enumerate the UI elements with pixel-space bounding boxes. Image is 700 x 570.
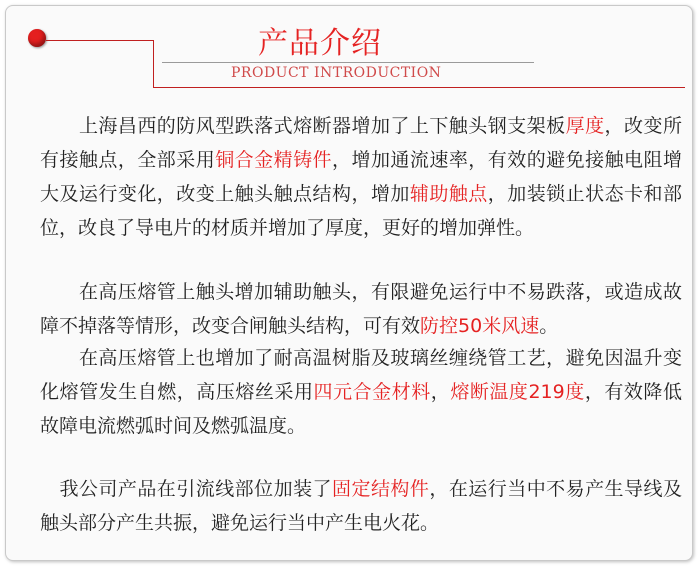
highlight-text: 固定结构件 xyxy=(332,478,430,500)
header-decor-line xyxy=(153,40,154,87)
page-title: 产品介绍 xyxy=(258,26,382,61)
paragraph-indent xyxy=(40,115,79,137)
header-divider xyxy=(162,62,534,63)
body-text: ， xyxy=(430,381,451,403)
header-decor-line xyxy=(153,87,685,88)
body-text: 我公司产品在引流线部位加装了 xyxy=(59,478,333,500)
highlight-text: 熔断温度219度 xyxy=(450,381,585,403)
highlight-text: 铜合金精铸件 xyxy=(215,149,333,171)
highlight-text: 四元合金材料 xyxy=(313,381,431,403)
paragraph xyxy=(40,472,682,540)
body-text: ，加装锁止状态卡和部位，改良了导电片的材质并增加了厚度，更好的增加弹性。 xyxy=(40,183,682,239)
paragraph-indent xyxy=(40,478,59,500)
header-decor-line xyxy=(46,40,154,41)
page-subtitle: PRODUCT INTRODUCTION xyxy=(231,65,442,81)
body-text: 。 xyxy=(539,315,559,337)
body-text: 在高压熔管上触头增加辅助触头，有限避免运行中不易跌落，或造成故障不掉落等情形，改变合闸触头结构，可有效 xyxy=(40,281,682,337)
body-text: ，在运行当中不易产生导线及触头部分产生共振，避免运行当中产生电火花。 xyxy=(40,478,682,534)
paragraph xyxy=(40,109,682,245)
red-bullet-icon xyxy=(28,29,46,47)
paragraph xyxy=(40,275,682,343)
paragraph-indent xyxy=(40,281,79,303)
highlight-text: 辅助触点 xyxy=(409,183,488,205)
highlight-text: 厚度 xyxy=(565,115,605,137)
body-text: ，增加通流速率，有效的避免接触电阻增大及运行变化，改变上触头触点结构，增加 xyxy=(40,149,682,205)
highlight-text: 防控50米风速 xyxy=(420,315,540,337)
body-text: 在高压熔管上也增加了耐高温树脂及玻璃丝缠绕管工艺，避免因温升变化熔管发生自燃，高压熔丝采用 xyxy=(40,347,682,403)
paragraph-indent xyxy=(40,347,79,369)
paragraph xyxy=(40,341,682,443)
body-text: 上海昌西的防风型跌落式熔断器增加了上下触头钢支架板 xyxy=(78,115,566,137)
body-text: ，有效降低故障电流燃弧时间及燃弧温度。 xyxy=(40,381,682,437)
body-text: ，改变所有接触点，全部采用 xyxy=(40,115,682,171)
